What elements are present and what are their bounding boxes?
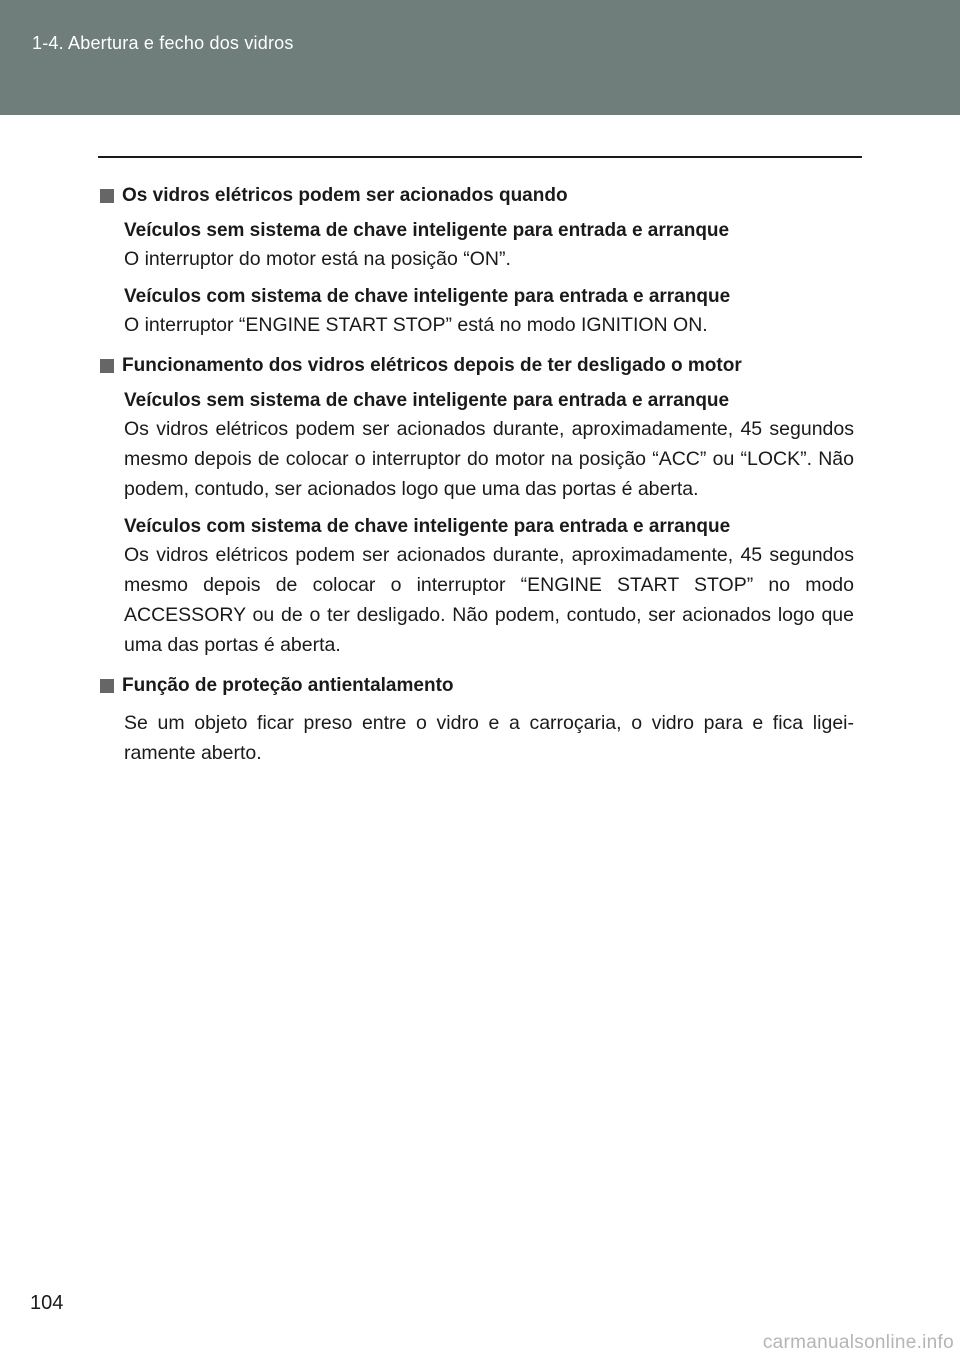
page-number: 104 — [30, 1292, 64, 1314]
content-block — [124, 514, 854, 660]
content-block — [124, 708, 854, 768]
section — [98, 672, 854, 768]
section-heading — [98, 352, 854, 380]
square-bullet-icon — [100, 359, 114, 373]
section-title: 1-4. Abertura e fecho dos vidros — [32, 33, 294, 53]
section — [98, 352, 854, 660]
paragraph: Se um objeto ficar preso entre o vidro e a carroçaria, o vidro para e fica ligei-ramente aberto. — [124, 712, 854, 764]
sub-heading: Veículos sem sistema de chave inteligente para entrada e arranque — [124, 390, 730, 411]
document-body — [98, 182, 854, 780]
square-bullet-icon — [100, 679, 114, 693]
section-heading — [98, 672, 854, 700]
section-heading-text: Função de proteção antientalamento — [122, 675, 454, 696]
sub-heading: Veículos com sistema de chave inteligente para entrada e arranque — [124, 286, 731, 307]
section-heading-text: Funcionamento dos vidros elétricos depois de ter desligado o motor — [122, 355, 742, 376]
content-block — [124, 284, 854, 340]
section-heading — [98, 182, 854, 210]
page-header — [0, 0, 960, 115]
sub-heading: Veículos com sistema de chave inteligente para entrada e arranque — [124, 516, 731, 537]
section — [98, 182, 854, 340]
paragraph: Os vidros elétricos podem ser acionados durante, aproximadamente, 45 segundos mesmo depois de colocar o interruptor “ENGINE START STOP” no modo ACCESSORY ou de o ter desligado. Não podem, contudo, ser acionados logo que uma das portas é aberta. — [124, 544, 854, 656]
watermark: carmanualsonline.info — [762, 1332, 954, 1353]
paragraph: O interruptor “ENGINE START STOP” está no modo IGNITION ON. — [124, 314, 708, 336]
section-heading-text: Os vidros elétricos podem ser acionados quando — [122, 185, 568, 206]
content-block — [124, 218, 854, 274]
content-block — [124, 388, 854, 504]
paragraph: O interruptor do motor está na posição “ON”. — [124, 248, 511, 270]
square-bullet-icon — [100, 189, 114, 203]
paragraph: Os vidros elétricos podem ser acionados durante, aproximadamente, 45 segundos mesmo depois de colocar o interruptor do motor na posição “ACC” ou “LOCK”. Não podem, contudo, ser acionados logo que uma das portas é aberta. — [124, 418, 854, 500]
divider — [98, 156, 862, 158]
sub-heading: Veículos sem sistema de chave inteligente para entrada e arranque — [124, 220, 730, 241]
